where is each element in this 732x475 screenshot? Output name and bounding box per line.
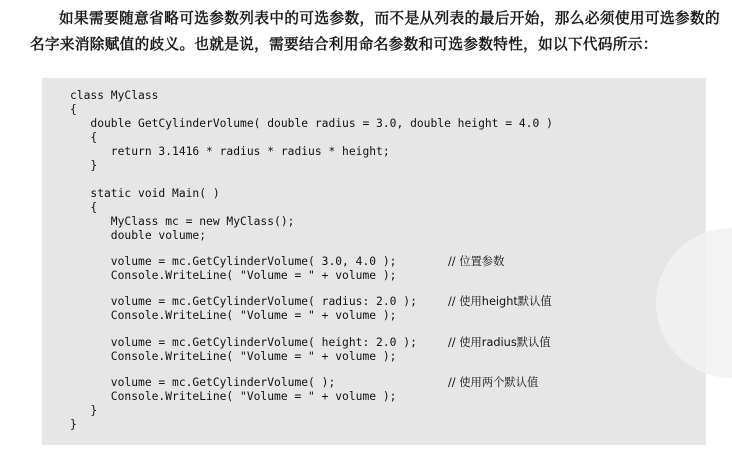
code-line: { [70,131,98,144]
code-line: double GetCylinderVolume( double radius = 3.0, double height = 4.0 ) [70,117,553,130]
code-line: Console.WriteLine( "Volume = " + volume ); [70,269,397,282]
code-block [42,78,706,445]
code-comment: // 使用height默认值 [448,295,552,308]
code-line: MyClass mc = new MyClass(); [70,215,295,228]
code-comment: // 使用两个默认值 [448,376,539,389]
code-line: double volume; [70,229,207,242]
code-line: } [70,404,98,417]
code-comment: // 位置参数 [448,255,505,268]
code-line: Console.WriteLine( "Volume = " + volume ); [70,350,397,363]
code-line: return 3.1416 * radius * radius * height; [70,145,390,158]
code-line: volume = mc.GetCylinderVolume( 3.0, 4.0 ); [70,255,397,268]
code-line: { [70,103,77,116]
code-line: Console.WriteLine( "Volume = " + volume ); [70,309,397,322]
code-comment: // 使用radius默认值 [448,336,551,349]
code-line: static void Main( ) [70,187,220,200]
code-line: } [70,418,77,431]
code-line: { [70,201,98,214]
code-line: volume = mc.GetCylinderVolume( radius: 2.0 ); [70,295,417,308]
code-line: } [70,159,98,172]
code-line: Console.WriteLine( "Volume = " + volume ); [70,390,397,403]
body-paragraph: 如果需要随意省略可选参数列表中的可选参数，而不是从列表的最后开始，那么必须使用可选参数的名字来消除赋值的歧义。也就是说，需要结合利用命名参数和可选参数特性，如以下代码所示： [30,10,720,53]
code-line: volume = mc.GetCylinderVolume( height: 2.0 ); [70,336,417,349]
code-line: volume = mc.GetCylinderVolume( ); [70,376,336,389]
code-line: class MyClass [70,89,159,102]
